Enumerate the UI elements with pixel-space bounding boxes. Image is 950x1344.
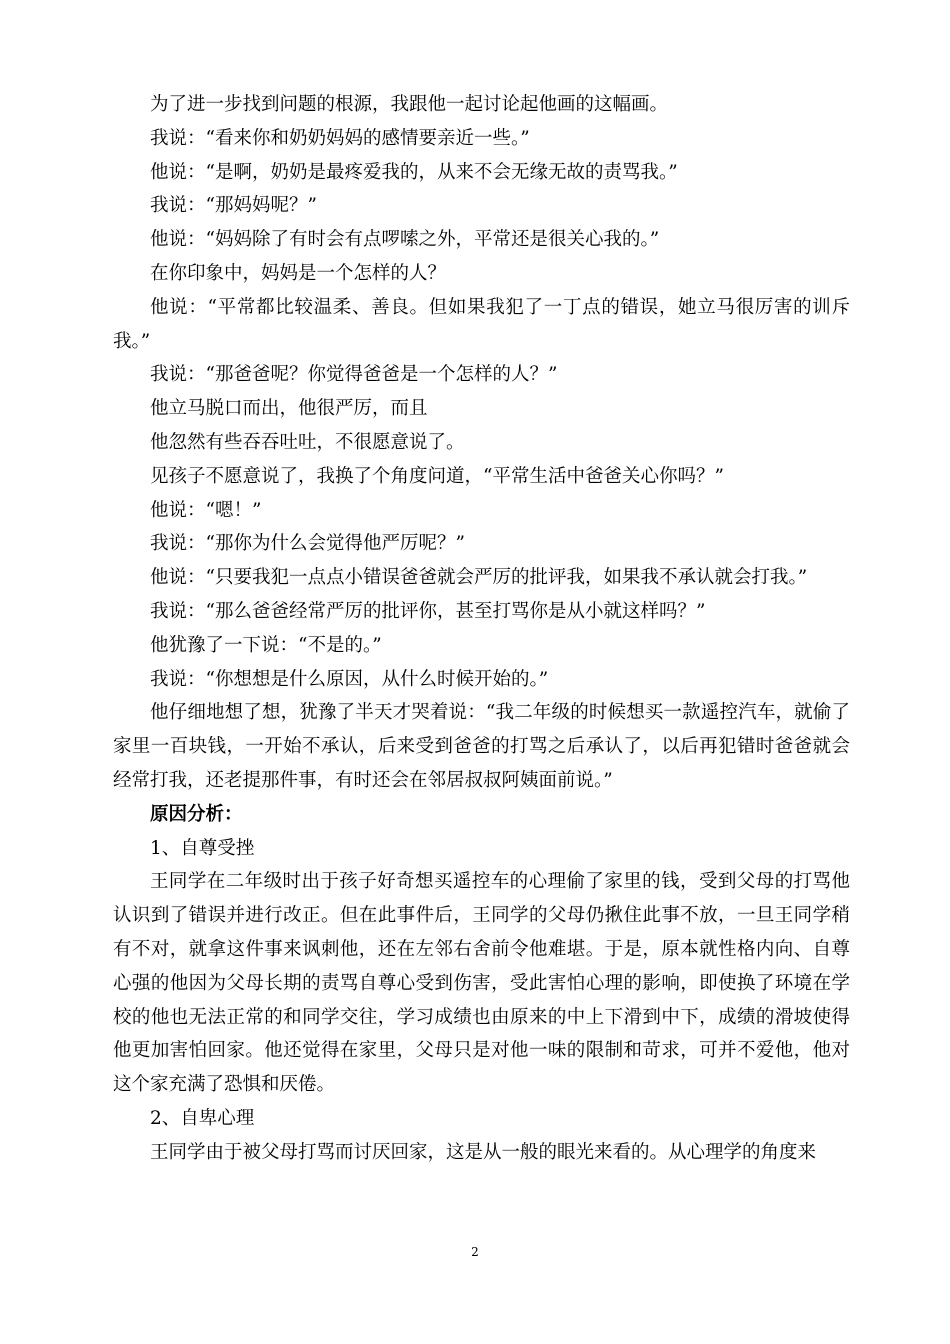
paragraph: 他说：“嗯！” <box>150 499 262 521</box>
paragraph: 他说：“是啊，奶奶是最疼爱我的，从来不会无缘无故的责骂我。” <box>150 161 678 183</box>
paragraph: 1、自尊受挫 <box>150 837 255 859</box>
paragraph: 我说：“那你为什么会觉得他严厉呢？” <box>150 533 465 555</box>
paragraph: 他说：“平常都比较温柔、善良。但如果我犯了一丁点的错误，她立马很厉害的训斥我。” <box>113 296 850 352</box>
paragraph: 为了进一步找到问题的根源，我跟他一起讨论起他画的这幅画。 <box>150 94 669 115</box>
paragraph: 我说：“那么爸爸经常严厉的批评你，甚至打骂你是从小就这样吗？” <box>150 600 706 622</box>
paragraph: 2、自卑心理 <box>150 1107 255 1129</box>
page-number: 2 <box>471 1245 479 1259</box>
paragraph: 见孩子不愿意说了，我换了个角度问道，“平常生活中爸爸关心你吗？” <box>150 465 724 487</box>
paragraph: 他说：“只要我犯一点点小错误爸爸就会严厉的批评我，如果我不承认就会打我。” <box>150 567 808 589</box>
paragraph: 他立马脱口而出，他很严厉，而且 <box>150 398 428 420</box>
paragraph: 王同学在二年级时出于孩子好奇想买遥控车的心理偷了家里的钱，受到父母的打骂他认识到了错误并进行改正。但在此事件后，王同学的父母仍揪住此事不放，一旦王同学稍有不对，就拿这件事来讽刺他，还在左邻右舍前令他难堪。于是，原本就性格内向、自尊心强的他因为父母长期的责骂自尊心受到伤害，受此害怕心理的影响，即使换了环境在学校的他也无法正常的和同学交往，学习成绩也由原来的中上下滑到中下，成绩的滑坡使得他更加害怕回家。他还觉得在家里，父母只是对他一味的限制和苛求，可并不爱他，他对这个家充满了恐惧和厌倦。 <box>113 871 850 1096</box>
paragraph: 他犹豫了一下说：“不是的。” <box>150 634 382 656</box>
section-heading: 原因分析： <box>150 803 243 825</box>
paragraph: 我说：“那爸爸呢？你觉得爸爸是一个怎样的人？” <box>150 364 558 386</box>
paragraph: 他仔细地想了想，犹豫了半天才哭着说：“我二年级的时候想买一款遥控汽车，就偷了家里一百块钱，一开始不承认，后来受到爸爸的打骂之后承认了，以后再犯错时爸爸就会经常打我，还老提那件事，有时还会在邻居叔叔阿姨面前说。” <box>113 702 850 791</box>
paragraph: 我说：“那妈妈呢？” <box>150 195 317 217</box>
paragraph: 在你印象中，妈妈是一个怎样的人？ <box>150 262 447 284</box>
paragraph: 他说：“妈妈除了有时会有点啰嗦之外，平常还是很关心我的。” <box>150 229 660 251</box>
paragraph: 我说：“看来你和奶奶妈妈的感情要亲近一些。” <box>150 127 530 149</box>
paragraph: 我说：“你想想是什么原因，从什么时候开始的。” <box>150 668 549 690</box>
document-body <box>113 88 850 1170</box>
paragraph: 他忽然有些吞吞吐吐，不很愿意说了。 <box>150 431 465 453</box>
paragraph: 王同学由于被父母打骂而讨厌回家，这是从一般的眼光来看的。从心理学的角度来 <box>150 1141 817 1163</box>
